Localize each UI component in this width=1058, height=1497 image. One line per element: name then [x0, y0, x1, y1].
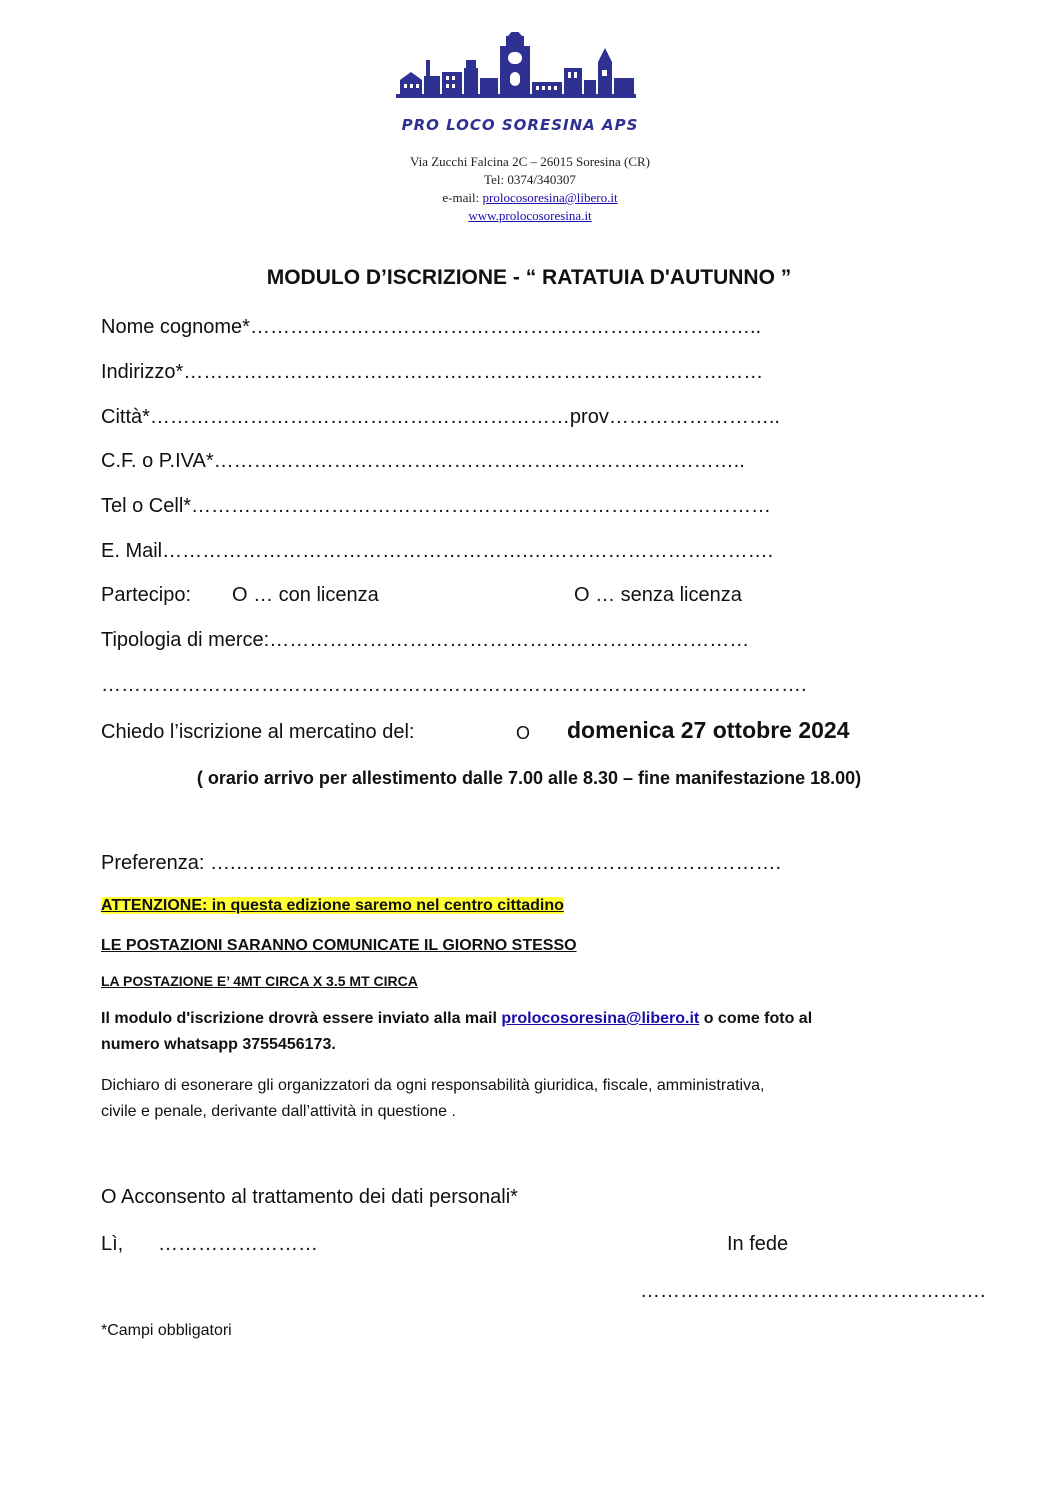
event-date: domenica 27 ottobre 2024 [567, 717, 850, 743]
faith-label: In fede [727, 1233, 789, 1255]
send-text-1: Il modulo d'iscrizione drovrà essere inviato alla mail [101, 1010, 502, 1027]
header-email-link[interactable]: prolocosoresina@libero.it [482, 190, 618, 205]
field-preference[interactable]: Preferenza: ….………………………………………………………………………. [101, 852, 782, 874]
station-size-notice: LA POSTAZIONE E’ 4MT CIRCA X 3.5 MT CIRCA [101, 973, 418, 989]
field-goods-type[interactable]: Tipologia di merce:……………………………………………………………… [101, 629, 750, 651]
field-tax-code[interactable]: C.F. o P.IVA*…………………………………………………………………….. [101, 450, 745, 472]
send-text-2: o come foto al [699, 1010, 813, 1027]
organization-name: PRO LOCO SORESINA APS [401, 116, 639, 134]
email-label: e-mail: [442, 190, 483, 205]
consent-checkbox[interactable]: O Acconsento al trattamento dei dati personali* [101, 1186, 518, 1208]
field-goods-type-line2[interactable]: ……………………………………………………………………………………………. [101, 674, 807, 696]
whatsapp-line: numero whatsapp 3755456173. [101, 1036, 336, 1053]
field-city-province[interactable]: Città*………………………………………………………prov…………………….. [101, 406, 780, 428]
option-with-license[interactable]: O … con licenza [232, 584, 379, 606]
disclaimer-line-2: civile e penale, derivante dall’attività in questione . [101, 1103, 456, 1120]
form-title: MODULO D’ISCRIZIONE - “ RATATUIA D'AUTUNNO ” [266, 266, 792, 289]
place-field[interactable]: …………………… [158, 1233, 318, 1255]
disclaimer-line-1: Dichiaro di esonerare gli organizzatori da ogni responsabilità giuridica, fiscale, amministrativa, [101, 1077, 765, 1094]
field-email[interactable]: E. Mail……………………………………………….………………………………. [101, 540, 774, 562]
email-line [330, 190, 730, 206]
field-name-surname[interactable]: Nome cognome*………………………………………………………………….. [101, 316, 762, 338]
place-label: Lì, [101, 1233, 124, 1255]
field-address[interactable]: Indirizzo*…………………………………………………………………………… [101, 361, 764, 383]
option-without-license[interactable]: O … senza licenza [574, 584, 742, 606]
website-link[interactable]: www.prolocosoresina.it [468, 208, 592, 223]
required-fields-note: *Campi obbligatori [101, 1322, 232, 1339]
send-instructions [101, 1010, 812, 1028]
participate-label: Partecipo: [101, 584, 192, 606]
attention-text: ATTENZIONE: in questa edizione saremo nel centro cittadino [101, 897, 564, 914]
signature-field[interactable]: ……………………………………………. [640, 1280, 986, 1302]
website-line [330, 208, 730, 224]
stations-notice: LE POSTAZIONI SARANNO COMUNICATE IL GIORNO STESSO [101, 937, 577, 954]
field-phone[interactable]: Tel o Cell*…………………………………………………………………………… [101, 495, 772, 517]
attention-notice [101, 897, 564, 915]
pro-loco-logo [396, 32, 636, 112]
send-email-link[interactable]: prolocosoresina@libero.it [501, 1010, 700, 1027]
enroll-option[interactable]: O [516, 723, 531, 743]
phone-line: Tel: 0374/340307 [484, 172, 576, 187]
enroll-label: Chiedo l’iscrizione al mercatino del: [101, 721, 415, 743]
address-line: Via Zucchi Falcina 2C – 26015 Soresina (CR) [409, 154, 651, 169]
schedule-note: ( orario arrivo per allestimento dalle 7.00 alle 8.30 – fine manifestazione 18.00) [196, 768, 862, 788]
